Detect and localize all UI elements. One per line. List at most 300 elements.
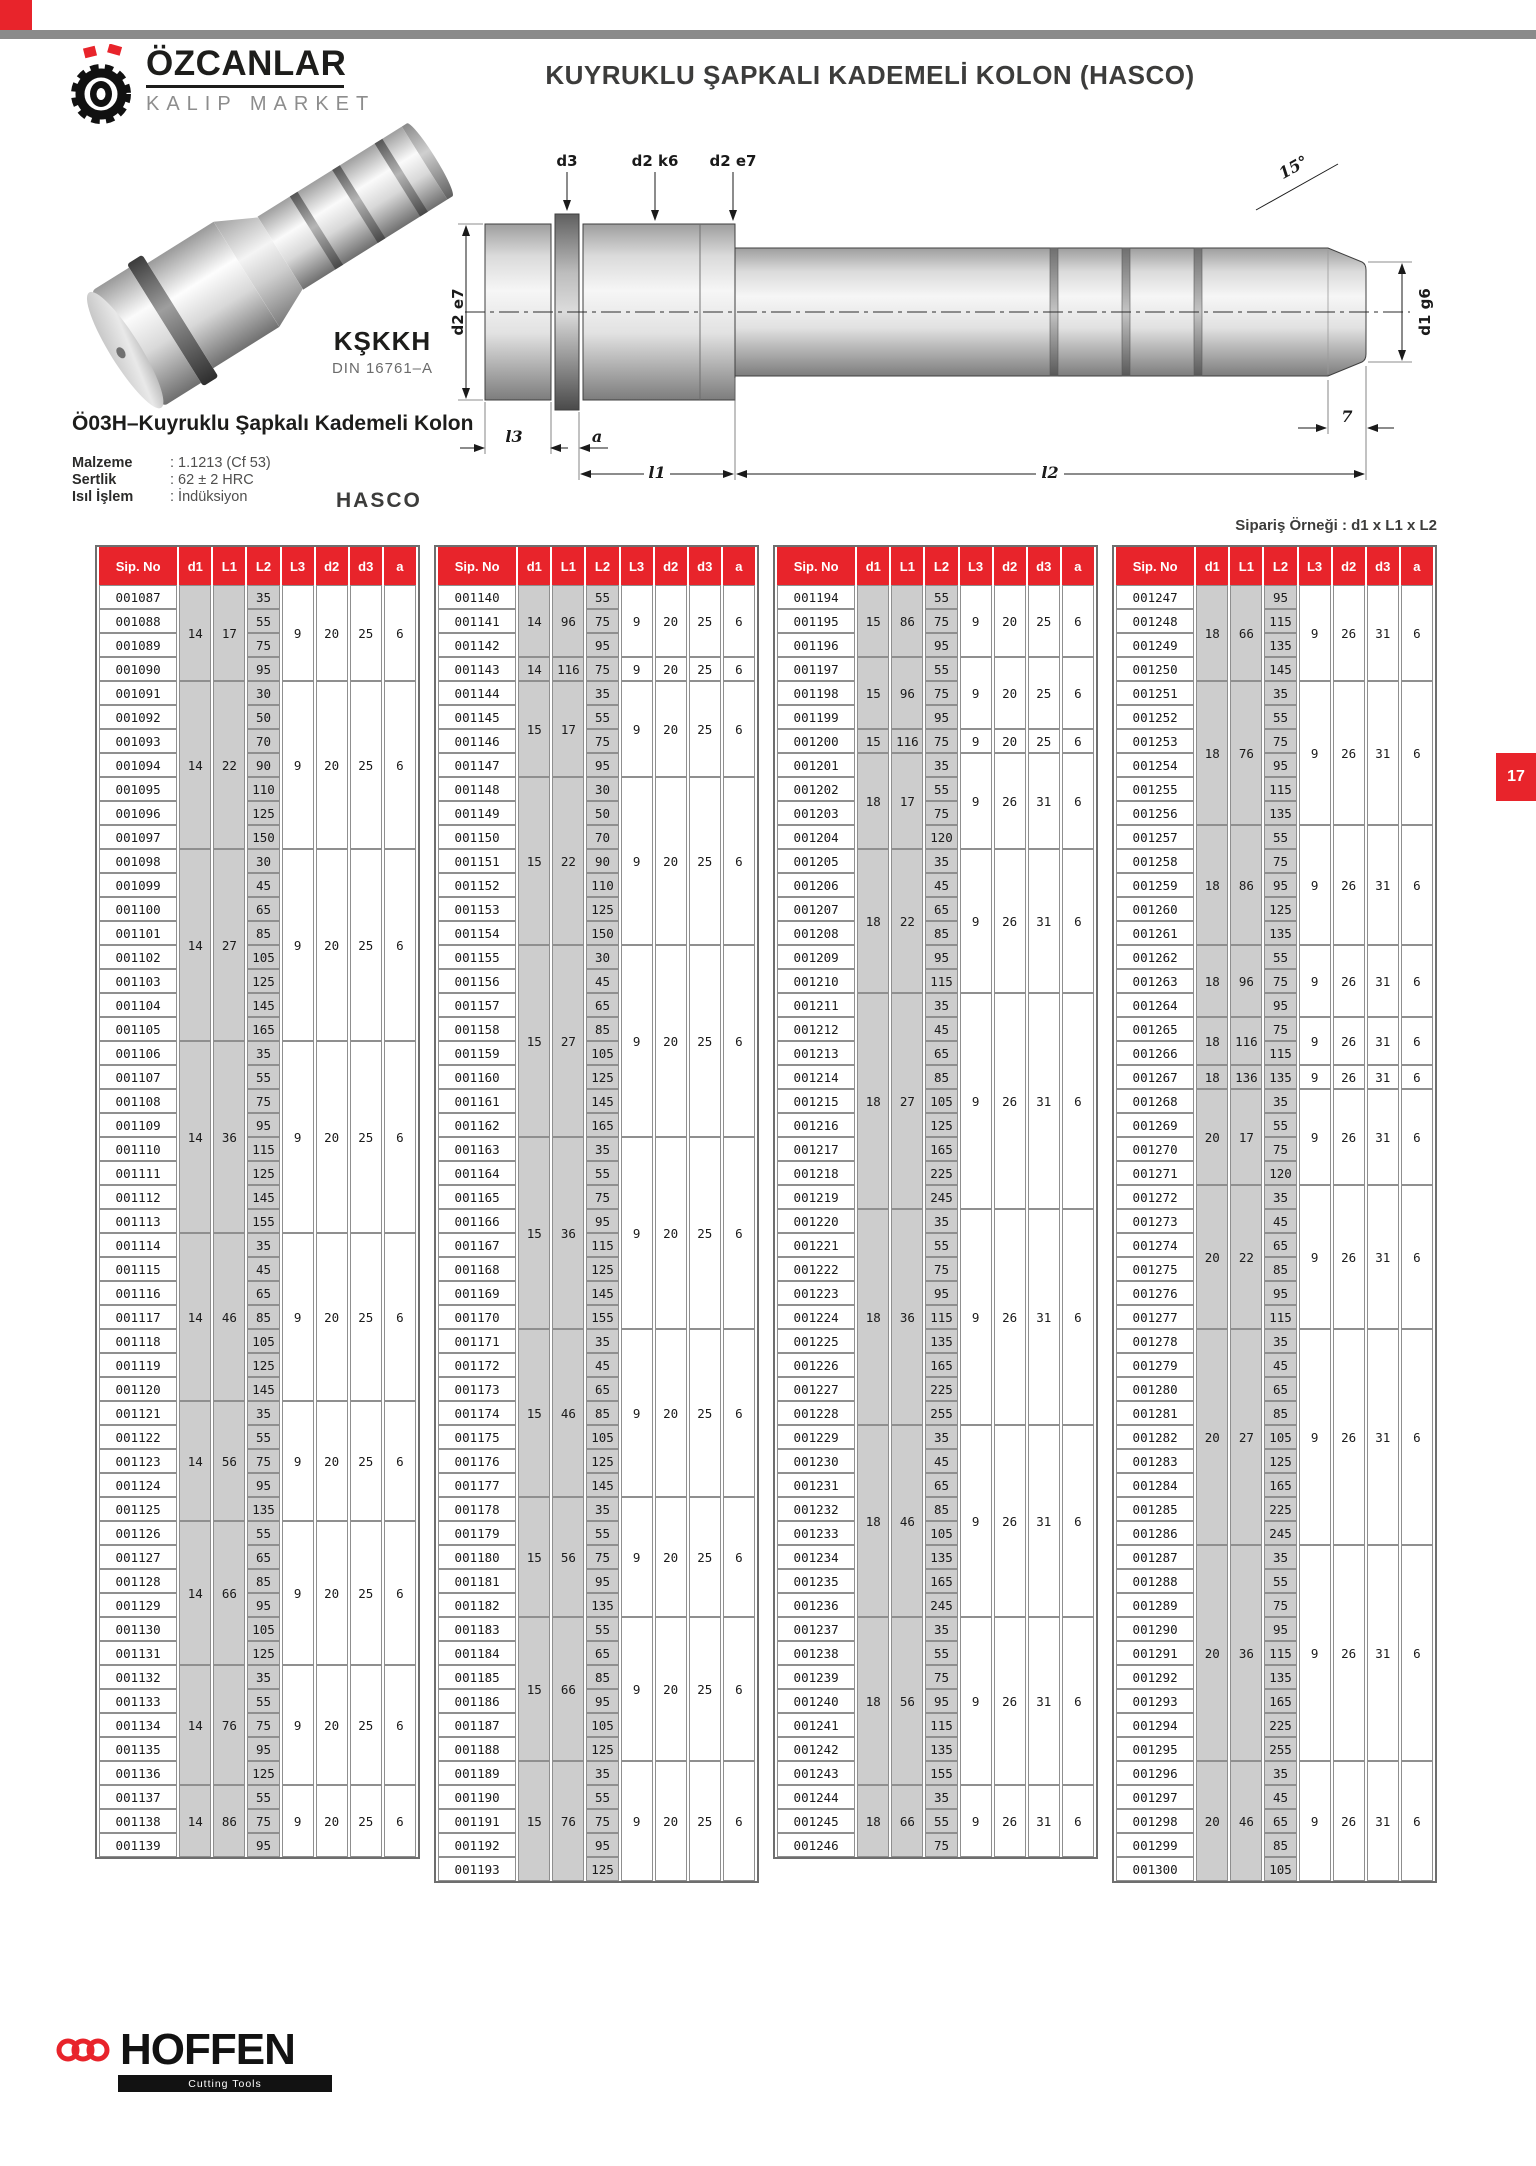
table-row (99, 1041, 416, 1065)
table-cell: 25 (350, 1785, 382, 1857)
table-cell: 001205 (777, 849, 855, 873)
table-cell: 001198 (777, 681, 855, 705)
table-cell: 65 (1264, 1377, 1296, 1401)
table-cell: 001189 (438, 1761, 516, 1785)
table-cell: 6 (1401, 1065, 1433, 1089)
table-cell: 20 (1196, 1329, 1228, 1545)
dim-label-d2e7: d2 e7 (709, 152, 757, 170)
table-cell: 86 (213, 1785, 245, 1857)
table-cell: 90 (586, 849, 618, 873)
table-cell: 001196 (777, 633, 855, 657)
table-cell: 6 (1401, 1329, 1433, 1545)
table-cell: 20 (316, 1785, 348, 1857)
table-cell: 95 (1264, 753, 1296, 777)
spec-table (1112, 545, 1437, 1883)
table-cell: 18 (857, 753, 889, 849)
table-cell: 001291 (1116, 1641, 1194, 1665)
table-cell: 95 (586, 1833, 618, 1857)
table-cell: 45 (247, 873, 279, 897)
table-cell: 56 (213, 1401, 245, 1521)
table-cell: 115 (586, 1233, 618, 1257)
table-cell: 255 (925, 1401, 957, 1425)
table-cell: 001171 (438, 1329, 516, 1353)
table-cell: 150 (586, 921, 618, 945)
table-cell: 001096 (99, 801, 177, 825)
table-cell: 45 (925, 1449, 957, 1473)
table-cell: 001182 (438, 1593, 516, 1617)
table-cell: 31 (1367, 585, 1399, 681)
table-cell: 9 (960, 1425, 992, 1617)
table-cell: 001251 (1116, 681, 1194, 705)
table-cell: 15 (518, 1617, 550, 1761)
table-cell: 6 (384, 849, 416, 1041)
product-code-block (295, 326, 470, 377)
table-cell: 145 (247, 1185, 279, 1209)
table-cell: 110 (586, 873, 618, 897)
table-cell: 55 (925, 1233, 957, 1257)
table-cell: 9 (1299, 681, 1331, 825)
column-header: d2 (994, 547, 1026, 585)
table-cell: 95 (586, 1689, 618, 1713)
table-cell: 001285 (1116, 1497, 1194, 1521)
table-cell: 96 (891, 657, 923, 729)
table-cell: 001090 (99, 657, 177, 681)
column-header: d1 (179, 547, 211, 585)
table-row (438, 1137, 755, 1161)
table-cell: 35 (925, 753, 957, 777)
table-cell: 225 (1264, 1713, 1296, 1737)
table-cell: 75 (1264, 849, 1296, 873)
table-cell: 001204 (777, 825, 855, 849)
table-cell: 20 (316, 849, 348, 1041)
table-cell: 9 (282, 1521, 314, 1665)
table-cell: 001100 (99, 897, 177, 921)
table-cell: 9 (282, 1233, 314, 1401)
table-cell: 20 (994, 585, 1026, 657)
table-row (438, 1329, 755, 1353)
table-cell: 001098 (99, 849, 177, 873)
table-cell: 001230 (777, 1449, 855, 1473)
table-cell: 20 (655, 945, 687, 1137)
table-cell: 20 (316, 1521, 348, 1665)
table-cell: 001292 (1116, 1665, 1194, 1689)
table-cell: 14 (179, 1785, 211, 1857)
table-cell: 001172 (438, 1353, 516, 1377)
table-cell: 135 (925, 1329, 957, 1353)
table-cell: 145 (586, 1473, 618, 1497)
table-cell: 001145 (438, 705, 516, 729)
table-cell: 85 (925, 921, 957, 945)
table-cell: 001133 (99, 1689, 177, 1713)
table-cell: 225 (925, 1377, 957, 1401)
table-cell: 115 (1264, 609, 1296, 633)
table-row (1116, 1545, 1433, 1569)
table-cell: 135 (586, 1593, 618, 1617)
table-cell: 90 (247, 753, 279, 777)
table-cell: 6 (723, 1137, 755, 1329)
spec-table-4 (1112, 545, 1437, 1883)
table-cell: 30 (586, 777, 618, 801)
spec-row-isil-islem (72, 489, 271, 506)
table-cell: 165 (1264, 1473, 1296, 1497)
column-header: a (1062, 547, 1094, 585)
table-cell: 75 (586, 657, 618, 681)
table-cell: 6 (723, 1329, 755, 1497)
column-header: d3 (1367, 547, 1399, 585)
table-cell: 001116 (99, 1281, 177, 1305)
table-cell: 25 (350, 681, 382, 849)
table-cell: 001188 (438, 1737, 516, 1761)
table-cell: 001142 (438, 633, 516, 657)
table-cell: 25 (350, 585, 382, 681)
table-cell: 27 (1230, 1329, 1262, 1545)
table-cell: 35 (586, 1761, 618, 1785)
table-cell: 001210 (777, 969, 855, 993)
table-cell: 31 (1028, 753, 1060, 849)
table-cell: 56 (891, 1617, 923, 1785)
table-cell: 18 (1196, 825, 1228, 945)
table-cell: 75 (1264, 1137, 1296, 1161)
table-cell: 75 (586, 1545, 618, 1569)
table-cell: 001146 (438, 729, 516, 753)
table-cell: 9 (621, 945, 653, 1137)
table-cell: 35 (925, 993, 957, 1017)
table-cell: 001097 (99, 825, 177, 849)
table-cell: 001124 (99, 1473, 177, 1497)
table-cell: 15 (518, 1761, 550, 1881)
dim-label-l2: l2 (1041, 463, 1059, 482)
dim-label-left-dia: d2 e7 (450, 288, 467, 336)
column-header: d3 (1028, 547, 1060, 585)
table-cell: 95 (586, 753, 618, 777)
table-cell: 145 (1264, 657, 1296, 681)
table-cell: 65 (1264, 1809, 1296, 1833)
table-cell: 85 (925, 1065, 957, 1089)
table-cell: 20 (994, 657, 1026, 729)
table-cell: 001217 (777, 1137, 855, 1161)
product-standard: DIN 16761–A (331, 360, 434, 377)
table-cell: 45 (247, 1257, 279, 1281)
table-cell: 46 (213, 1233, 245, 1401)
table-cell: 30 (586, 945, 618, 969)
column-header: d2 (655, 547, 687, 585)
table-cell: 18 (857, 1617, 889, 1785)
spec-tables (95, 545, 1437, 1883)
table-cell: 001101 (99, 921, 177, 945)
table-cell: 001244 (777, 1785, 855, 1809)
table-cell: 20 (655, 1137, 687, 1329)
table-cell: 9 (621, 1761, 653, 1881)
table-cell: 001232 (777, 1497, 855, 1521)
footer-logo (56, 2025, 332, 2092)
table-cell: 6 (723, 945, 755, 1137)
table-cell: 105 (586, 1041, 618, 1065)
table-cell: 45 (925, 873, 957, 897)
table-cell: 15 (518, 681, 550, 777)
spec-label: Malzeme (72, 455, 133, 471)
table-cell: 001281 (1116, 1401, 1194, 1425)
table-cell: 50 (247, 705, 279, 729)
pin-groove (332, 165, 385, 243)
table-cell: 14 (179, 681, 211, 849)
table-cell: 001277 (1116, 1305, 1194, 1329)
table-cell: 6 (723, 1761, 755, 1881)
table-cell: 35 (586, 681, 618, 705)
table-cell: 35 (1264, 1761, 1296, 1785)
table-cell: 001105 (99, 1017, 177, 1041)
table-cell: 95 (247, 1833, 279, 1857)
table-cell: 75 (1264, 729, 1296, 753)
table-cell: 85 (1264, 1833, 1296, 1857)
table-cell: 155 (247, 1209, 279, 1233)
order-example: Sipariş Örneği : d1 x L1 x L2 (1235, 517, 1437, 534)
table-cell: 001173 (438, 1377, 516, 1401)
table-cell: 95 (247, 1593, 279, 1617)
table-cell: 25 (689, 585, 721, 657)
table-cell: 001252 (1116, 705, 1194, 729)
table-cell: 001245 (777, 1809, 855, 1833)
footer-tagline: Cutting Tools (118, 2075, 332, 2092)
table-cell: 001131 (99, 1641, 177, 1665)
table-cell: 9 (1299, 945, 1331, 1017)
technical-drawing (450, 140, 1445, 493)
column-header: Sip. No (99, 547, 177, 585)
table-cell: 26 (994, 849, 1026, 993)
table-cell: 001140 (438, 585, 516, 609)
table-row (1116, 1329, 1433, 1353)
table-cell: 20 (1196, 1761, 1228, 1881)
table-cell: 001298 (1116, 1809, 1194, 1833)
table-cell: 6 (1062, 849, 1094, 993)
table-cell: 135 (247, 1497, 279, 1521)
table-cell: 95 (925, 705, 957, 729)
table-cell: 9 (960, 753, 992, 849)
table-cell: 9 (1299, 585, 1331, 681)
table-cell: 001092 (99, 705, 177, 729)
table-cell: 115 (1264, 1041, 1296, 1065)
table-cell: 115 (247, 1137, 279, 1161)
header-divider (0, 30, 1536, 39)
table-cell: 001221 (777, 1233, 855, 1257)
table-cell: 125 (247, 1761, 279, 1785)
table-cell: 9 (282, 1785, 314, 1857)
table-cell: 45 (1264, 1209, 1296, 1233)
table-cell: 46 (552, 1329, 584, 1497)
table-cell: 55 (586, 1785, 618, 1809)
table-cell: 001200 (777, 729, 855, 753)
product-specs (72, 455, 271, 506)
table-cell: 150 (247, 825, 279, 849)
table-cell: 245 (925, 1593, 957, 1617)
column-header: L2 (247, 547, 279, 585)
column-header: L1 (552, 547, 584, 585)
table-cell: 001208 (777, 921, 855, 945)
table-cell: 6 (1062, 753, 1094, 849)
table-cell: 20 (316, 1041, 348, 1233)
table-cell: 001194 (777, 585, 855, 609)
table-cell: 26 (994, 1617, 1026, 1785)
table-cell: 31 (1028, 849, 1060, 993)
table-cell: 001270 (1116, 1137, 1194, 1161)
table-row (438, 777, 755, 801)
table-cell: 35 (1264, 1185, 1296, 1209)
table-cell: 001260 (1116, 897, 1194, 921)
table-cell: 95 (1264, 873, 1296, 897)
table-cell: 18 (857, 993, 889, 1209)
table-cell: 001112 (99, 1185, 177, 1209)
table-cell: 14 (179, 1401, 211, 1521)
table-cell: 001160 (438, 1065, 516, 1089)
dim-label-d3: d3 (556, 152, 578, 170)
table-cell: 6 (1062, 729, 1094, 753)
table-cell: 001135 (99, 1737, 177, 1761)
table-cell: 001293 (1116, 1689, 1194, 1713)
table-cell: 75 (586, 609, 618, 633)
table-cell: 35 (1264, 1089, 1296, 1113)
table-cell: 85 (247, 1569, 279, 1593)
table-cell: 001214 (777, 1065, 855, 1089)
table-row (1116, 825, 1433, 849)
table-cell: 001165 (438, 1185, 516, 1209)
table-cell: 75 (247, 633, 279, 657)
table-cell: 65 (925, 897, 957, 921)
table-cell: 20 (655, 1761, 687, 1881)
table-cell: 25 (689, 1497, 721, 1617)
table-cell: 9 (282, 1401, 314, 1521)
table-cell: 26 (1333, 1065, 1365, 1089)
spec-value: : 62 ± 2 HRC (170, 472, 254, 488)
table-cell: 9 (1299, 1761, 1331, 1881)
table-cell: 25 (350, 1521, 382, 1665)
table-cell: 20 (1196, 1089, 1228, 1185)
table-cell: 001151 (438, 849, 516, 873)
table-cell: 001289 (1116, 1593, 1194, 1617)
table-cell: 001276 (1116, 1281, 1194, 1305)
table-cell: 001224 (777, 1305, 855, 1329)
dim-label-7: 7 (1341, 407, 1353, 426)
table-cell: 001155 (438, 945, 516, 969)
table-cell: 001175 (438, 1425, 516, 1449)
table-cell: 125 (586, 1065, 618, 1089)
table-cell: 31 (1028, 1209, 1060, 1425)
dim-label-l3: l3 (505, 427, 523, 446)
table-cell: 31 (1367, 681, 1399, 825)
table-cell: 001190 (438, 1785, 516, 1809)
table-cell: 14 (179, 1665, 211, 1785)
table-cell: 14 (179, 849, 211, 1041)
table-cell: 001241 (777, 1713, 855, 1737)
table-cell: 155 (586, 1305, 618, 1329)
brand-subtitle: KALIP MARKET (146, 93, 376, 115)
table-cell: 001137 (99, 1785, 177, 1809)
column-header: Sip. No (1116, 547, 1194, 585)
table-cell: 001249 (1116, 633, 1194, 657)
table-cell: 46 (1230, 1761, 1262, 1881)
table-cell: 75 (925, 1833, 957, 1857)
table-cell: 001268 (1116, 1089, 1194, 1113)
table-cell: 125 (247, 801, 279, 825)
table-cell: 9 (621, 585, 653, 657)
table-cell: 31 (1028, 1785, 1060, 1857)
pin-groove (290, 192, 343, 270)
table-cell: 125 (247, 1353, 279, 1377)
table-cell: 9 (282, 585, 314, 681)
table-cell: 001254 (1116, 753, 1194, 777)
table-row (99, 1785, 416, 1809)
table-cell: 26 (994, 1425, 1026, 1617)
table-cell: 001247 (1116, 585, 1194, 609)
table-cell: 001209 (777, 945, 855, 969)
table-cell: 20 (1196, 1185, 1228, 1329)
table-cell: 001128 (99, 1569, 177, 1593)
table-cell: 001099 (99, 873, 177, 897)
table-cell: 85 (247, 921, 279, 945)
table-cell: 95 (1264, 993, 1296, 1017)
table-cell: 70 (586, 825, 618, 849)
table-row (438, 1761, 755, 1785)
table-cell: 65 (925, 1473, 957, 1497)
table-cell: 18 (857, 1425, 889, 1617)
column-header: d2 (316, 547, 348, 585)
table-cell: 001269 (1116, 1113, 1194, 1137)
table-cell: 31 (1367, 1065, 1399, 1089)
table-cell: 001299 (1116, 1833, 1194, 1857)
table-cell: 36 (1230, 1545, 1262, 1761)
table-cell: 35 (586, 1329, 618, 1353)
table-cell: 75 (1264, 1017, 1296, 1041)
table-cell: 18 (857, 1785, 889, 1857)
table-cell: 001193 (438, 1857, 516, 1881)
spec-label: Sertlik (72, 472, 117, 488)
table-cell: 22 (1230, 1185, 1262, 1329)
table-cell: 001212 (777, 1017, 855, 1041)
table-cell: 95 (1264, 1617, 1296, 1641)
table-cell: 55 (1264, 1113, 1296, 1137)
table-cell: 31 (1367, 1089, 1399, 1185)
table-row (1116, 1761, 1433, 1785)
table-cell: 001147 (438, 753, 516, 777)
table-cell: 001126 (99, 1521, 177, 1545)
table-cell: 26 (1333, 1089, 1365, 1185)
table-cell: 001219 (777, 1185, 855, 1209)
table-cell: 105 (586, 1425, 618, 1449)
table-cell: 76 (213, 1665, 245, 1785)
table-cell: 001192 (438, 1833, 516, 1857)
table-cell: 27 (552, 945, 584, 1137)
table-cell: 001267 (1116, 1065, 1194, 1089)
table-row (777, 1617, 1094, 1641)
table-cell: 001178 (438, 1497, 516, 1521)
table-cell: 001091 (99, 681, 177, 705)
table-cell: 001122 (99, 1425, 177, 1449)
table-cell: 001102 (99, 945, 177, 969)
table-cell: 125 (247, 969, 279, 993)
table-cell: 001272 (1116, 1185, 1194, 1209)
table-cell: 35 (1264, 1329, 1296, 1353)
table-cell: 001237 (777, 1617, 855, 1641)
table-cell: 35 (247, 1401, 279, 1425)
table-cell: 66 (891, 1785, 923, 1857)
table-cell: 9 (960, 1785, 992, 1857)
table-cell: 001095 (99, 777, 177, 801)
table-cell: 135 (1264, 801, 1296, 825)
table-cell: 001153 (438, 897, 516, 921)
column-header: a (723, 547, 755, 585)
table-cell: 18 (1196, 681, 1228, 825)
table-cell: 65 (247, 1545, 279, 1569)
table-cell: 125 (247, 1161, 279, 1185)
table-cell: 001180 (438, 1545, 516, 1569)
